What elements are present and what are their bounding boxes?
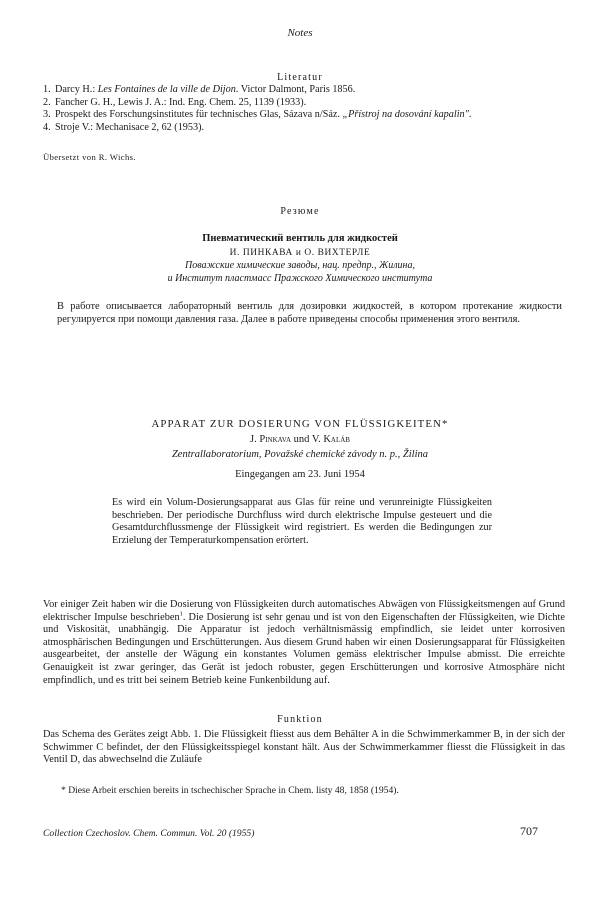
translator-note: Übersetzt von R. Wichs. <box>43 152 136 162</box>
section-heading-funktion: Funktion <box>277 714 323 725</box>
journal-citation: Collection Czechoslov. Chem. Commun. Vol. 20 (1955) <box>43 828 255 839</box>
resume-affiliation: Поважские химические заводы, нац. предпр., Жилина, и Институт пластмасс Пражского Химического института <box>167 260 433 284</box>
reference-item: 3. Prospekt des Forschungsinstitutes für technisches Glas, Sázava n/Sáz. „Přístroj na dosování kapalin". <box>43 109 472 121</box>
page-number: 707 <box>520 824 538 838</box>
resume-title: Пневматический вентиль для жидкостей <box>202 233 398 244</box>
reference-item: 1. Darcy H.: Les Fontaines de la ville de Dijon. Victor Dalmont, Paris 1856. <box>43 84 356 95</box>
reference-list <box>43 84 563 134</box>
resume-heading: Резюме <box>280 206 320 217</box>
resume-abstract: В работе описывается лабораторный вентиль для дозировки жидкостей, в котором протекание жидкости регулируется при помощи давления газа. Далее в работе приведены способы применения этого вентиля. <box>57 301 562 325</box>
body-paragraph: Das Schema des Gerätes zeigt Abb. 1. Die Flüssigkeit fliesst aus dem Behälter A in die Schwimmerkammer B, in der sich der Schwimmer C befindet, der den Flüssigkeitsspiegel konstant hält. Aus der Schwimmerkammer fliesst die Flüssigkeit in das Ventil D, das abwechselnd die Zuläufe <box>43 729 565 766</box>
running-header: Notes <box>287 27 313 39</box>
article-title: APPARAT ZUR DOSIERUNG VON FLÜSSIGKEITEN* <box>151 418 449 430</box>
article-affiliation: Zentrallaboratorium, Považské chemické závody n. p., Žilina <box>171 449 429 460</box>
received-date: Eingegangen am 23. Juni 1954 <box>235 469 365 480</box>
reference-item: 4. Stroje V.: Mechanisace 2, 62 (1953). <box>43 121 205 133</box>
resume-authors: И. ПИНКАВА и О. ВИХТЕРЛЕ <box>229 248 371 258</box>
footnote: * Diese Arbeit erschien bereits in tschechischer Sprache in Chem. listy 48, 1858 (1954). <box>61 785 399 796</box>
literature-heading: Literatur <box>277 72 323 83</box>
article-abstract: Es wird ein Volum-Dosierungsapparat aus Glas für reine und verunreinigte Flüssigkeiten beschrieben. Der periodische Durchfluss wird durch elektrische Impulse gesteuert und die Gesamtdurchflussmenge der Flüssigkeit wird registriert. Es werden die Bedingungen zur Erzielung der Temperaturkompensation erörtert. <box>112 497 492 546</box>
body-paragraph: Vor einiger Zeit haben wir die Dosierung von Flüssigkeiten durch automatisches Abwägen von Flüssigkeitsmengen auf Grund elektrischer Impulse beschrieben$^1$. Die Dosierung ist sehr genau und ist von den Eigenschaften der Flüssigkeiten, wie Dichte und Viskosität, unabhängig. Die Apparatur ist jedoch verhältnismässig empfindlich, sie leidet unter korrosiven atmosphärischen Bedingungen und Erschütterungen. Aus diesem Grund haben wir einen Dosierungsapparat für Flüssigkeiten ausgearbeitet, der anstelle der Wägung ein konstantes Volumen gemäss elektrischer Impulse abmisst. Die erreichte Genauigkeit ist zwar geringer, das Gerät ist jedoch robuster, gegen Erschütterungen und korrosive Atmosphäre nicht empfindlich, und es tritt bei seinem Betrieb keine Funkenbildung auf. <box>43 599 565 686</box>
article-authors: J. Pinkava und V. Kaláb <box>250 434 350 445</box>
reference-item: 2. Fancher G. H., Lewis J. A.: Ind. Eng. Chem. 25, 1139 (1933). <box>43 96 307 108</box>
